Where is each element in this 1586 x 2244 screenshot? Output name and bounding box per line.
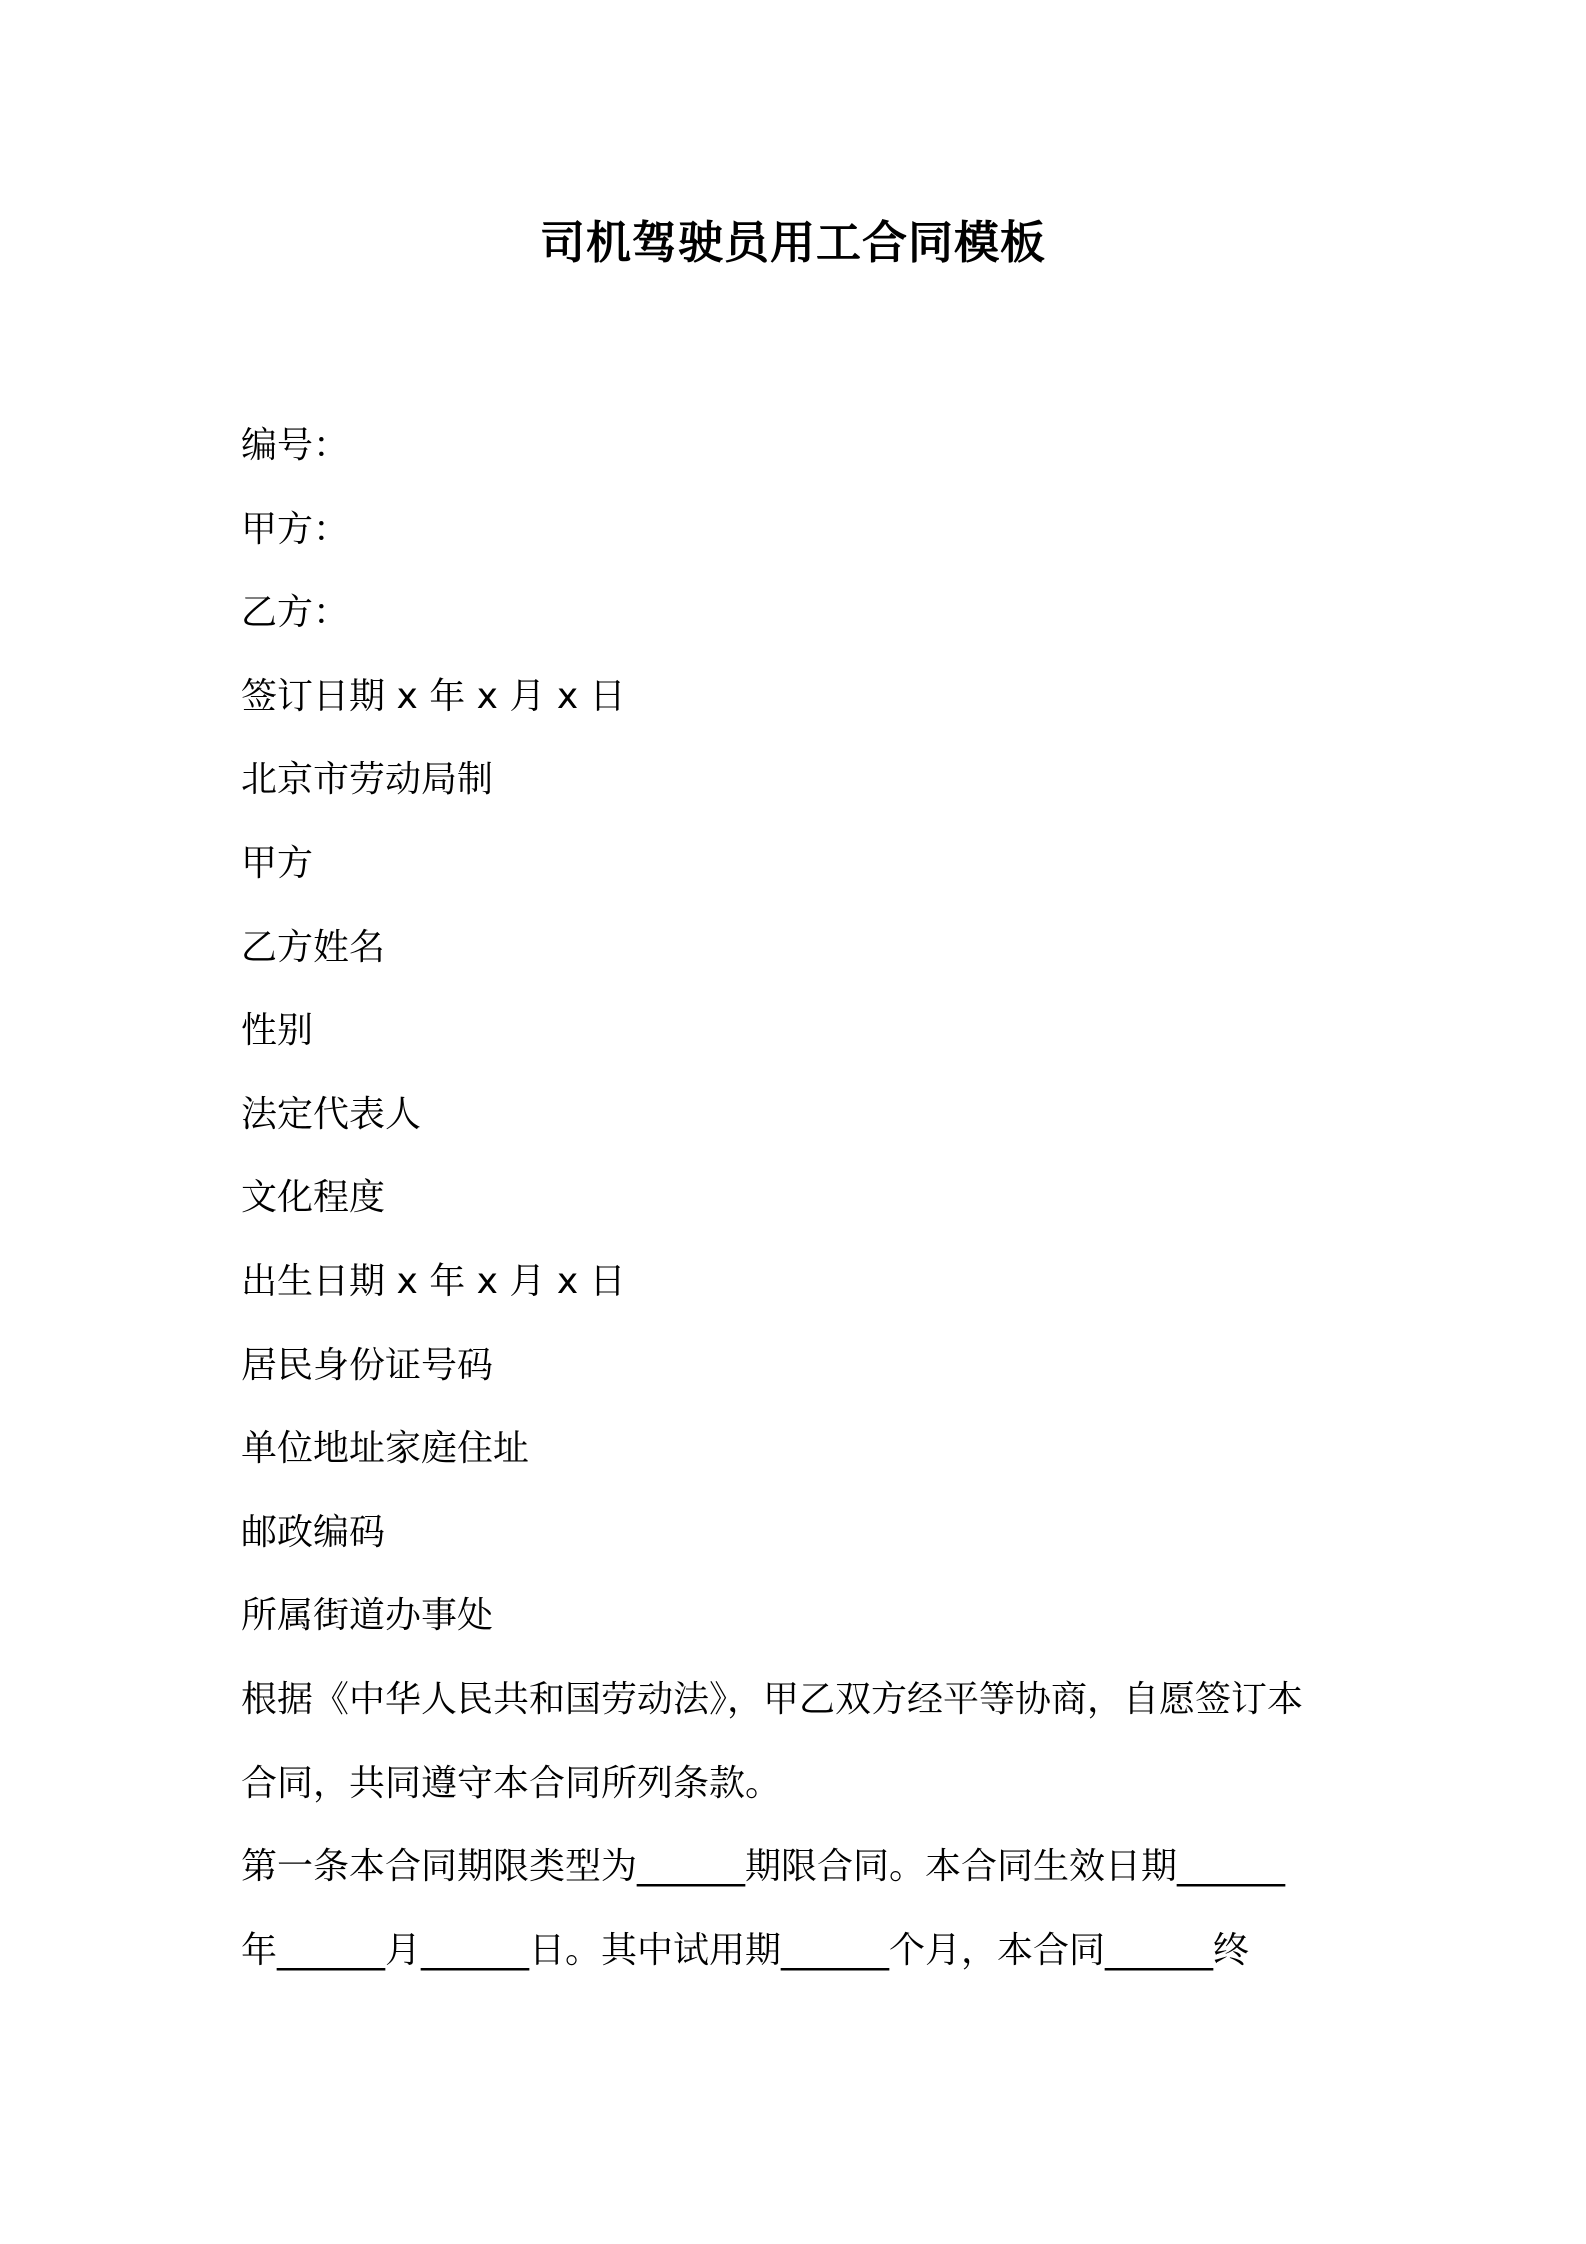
clause-line: 年______月______日。其中试用期______个月，本合同______终 bbox=[241, 1929, 1250, 1971]
paragraph-line: 根据《中华人民共和国劳动法》，甲乙双方经平等协商，自愿签订本 bbox=[241, 1678, 1304, 1720]
field-legal-representative: 法定代表人 bbox=[241, 1093, 422, 1135]
issuer-line: 北京市劳动局制 bbox=[241, 759, 494, 801]
field-party-b-name: 乙方姓名 bbox=[241, 926, 386, 968]
paragraph-line: 合同，共同遵守本合同所列条款。 bbox=[241, 1762, 782, 1804]
field-addresses: 单位地址家庭住址 bbox=[241, 1428, 530, 1470]
document-title: 司机驾驶员用工合同模板 bbox=[539, 216, 1046, 269]
field-education: 文化程度 bbox=[241, 1177, 386, 1219]
field-birth-date: 出生日期 x 年 x 月 x 日 bbox=[241, 1260, 626, 1302]
field-postal-code: 邮政编码 bbox=[241, 1511, 386, 1553]
field-number: 编号： bbox=[241, 425, 350, 466]
clause-line: 第一条本合同期限类型为______期限合同。本合同生效日期______ bbox=[241, 1846, 1286, 1888]
document-body bbox=[241, 404, 1361, 1992]
field-sub-district-office: 所属街道办事处 bbox=[241, 1595, 494, 1637]
field-party-a-label: 甲方 bbox=[241, 842, 314, 884]
field-party-b: 乙方： bbox=[241, 592, 350, 634]
field-id-number: 居民身份证号码 bbox=[241, 1344, 494, 1386]
field-gender: 性别 bbox=[241, 1010, 314, 1052]
field-party-a: 甲方： bbox=[241, 508, 350, 550]
field-sign-date: 签订日期 x 年 x 月 x 日 bbox=[241, 675, 626, 717]
